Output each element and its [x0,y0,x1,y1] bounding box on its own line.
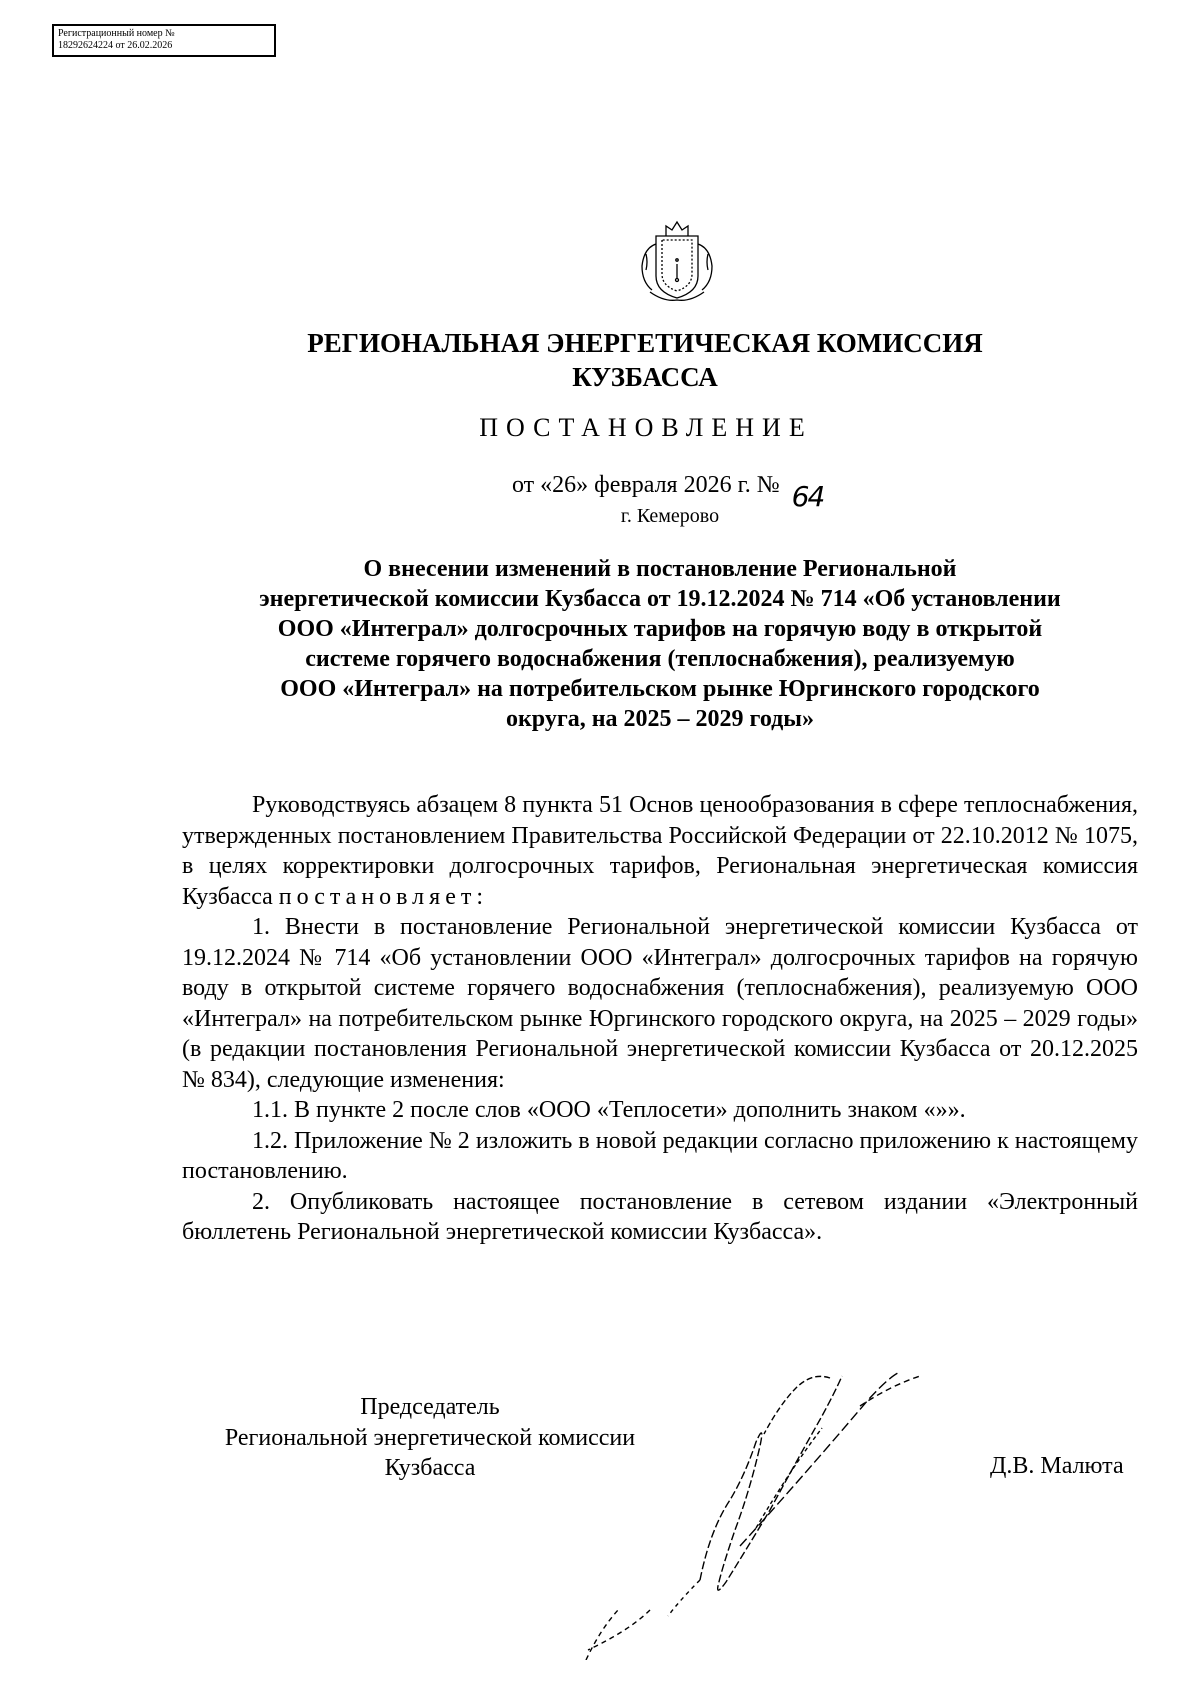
resolves-word: постановляет: [278,883,489,910]
item-1-paragraph: 1. Внести в постановление Региональной энергетической комиссии Кузбасса от 19.12.2024 № 714 «Об установлении ООО «Интеграл» долгосрочных тарифов на горячую воду в открытой системе горячего водоснабжения (теплоснабжения), реализуемую ООО «Интеграл» на потребительском рынке Юргинского городского округа, на 2025 – 2029 годы» (в редакции постановления Региональной энергетической комиссии Кузбасса от 20.12.2025 № 834), следующие изменения: [182,914,1138,1093]
preamble-text: Руководствуясь абзацем 8 пункта 51 Основ ценообразования в сфере теплоснабжения, утвержденных постановлением Правительства Российской Федерации от 22.10.2012 № 1075, в целях корректировки долгосрочных тарифов, Региональная энергетическая комиссия Кузбасса [182,792,1138,910]
organization-title [0,326,1200,394]
subject-line: О внесении изменений в постановление Региональной [363,556,957,582]
registration-number: 18292624224 от 26.02.2026 [58,40,173,51]
item-1-1-paragraph: 1.1. В пункте 2 после слов «ООО «Теплосети» дополнить знаком «»». [252,1097,966,1123]
organization-title-line2: КУЗБАССА [572,362,718,392]
subject-line: ООО «Интеграл» долгосрочных тарифов на горячую воду в открытой [277,616,1043,642]
subject-line: системе горячего водоснабжения (теплоснабжения), реализуемую [305,646,1015,672]
document-body [182,790,1138,1248]
handwritten-signature [560,1360,1020,1660]
document-type: ПОСТАНОВЛЕНИЕ [479,413,813,442]
signatory-name: Д.В. Малюта [990,1453,1124,1479]
document-number-handwritten: 64 [791,480,824,513]
registration-label: Регистрационный номер № [58,28,175,39]
subject-line: округа, на 2025 – 2029 годы» [505,706,815,732]
document-city: г. Кемерово [620,505,720,527]
registration-stamp [52,24,276,57]
preamble-paragraph [182,790,1138,912]
item-1-2-paragraph: 1.2. Приложение № 2 изложить в новой редакции согласно приложению к настоящему постановлению. [182,1127,1138,1184]
document-subject [180,554,1140,734]
signatory-title-line2: Региональной энергетической комиссии [224,1424,636,1451]
signatory-title-line1: Председатель [360,1394,500,1420]
document-date: от «26» февраля 2026 г. № [512,472,780,498]
signatory-title-line3: Кузбасса [384,1455,476,1481]
subject-line: ООО «Интеграл» на потребительском рынке Юргинского городского [280,676,1040,702]
organization-title-line1: РЕГИОНАЛЬНАЯ ЭНЕРГЕТИЧЕСКАЯ КОМИССИЯ [307,328,983,358]
item-2-paragraph: 2. Опубликовать настоящее постановление в сетевом издании «Электронный бюллетень Региональной энергетической комиссии Кузбасса». [182,1188,1138,1245]
document-date-line [512,472,852,513]
subject-line: энергетической комиссии Кузбасса от 19.12.2024 № 714 «Об установлении [259,586,1061,612]
coat-of-arms-icon [636,218,718,302]
